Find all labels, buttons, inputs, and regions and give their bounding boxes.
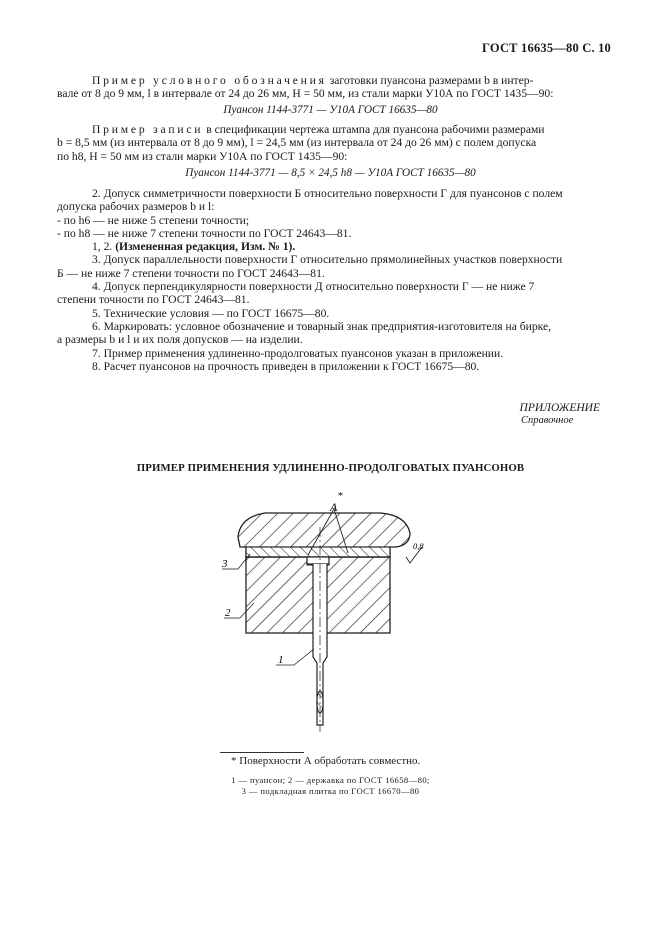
callout-1: 1 bbox=[278, 654, 284, 666]
item-2-sub: - по h8 — не ниже 7 степени точности по ГОСТ 24643—81. bbox=[57, 226, 352, 240]
item-6-text: а размеры b и l и их поля допусков — на изделии. bbox=[57, 333, 303, 347]
paragraph-designation-example bbox=[57, 74, 601, 101]
footnote: * Поверхности А обработать совместно. bbox=[231, 755, 421, 767]
legend-line-2: 3 — подкладная плитка по ГОСТ 16670—80 bbox=[241, 786, 420, 796]
item-3-text: Б — не ниже 7 степени точности по ГОСТ 24643—81. bbox=[57, 266, 325, 280]
item-6-text: 6. Маркировать: условное обозначение и товарный знак предприятия-изготовителя на бирке, bbox=[92, 319, 552, 333]
designation-example-1: Пуансон 1144-3771 — У10А ГОСТ 16635—80 bbox=[223, 104, 438, 116]
item-2-text: допуска рабочих размеров b и l: bbox=[57, 200, 215, 214]
item-4-text: 4. Допуск перпендикулярности поверхности Д относительно поверхности Г — не ниже 7 bbox=[92, 280, 535, 294]
paragraph-text: заготовки пуансона размерами b в интер- bbox=[326, 74, 534, 87]
item-3-text: 3. Допуск параллельности поверхности Г относительно прямолинейных участков поверхности bbox=[92, 253, 563, 267]
surface-a-label: А bbox=[330, 500, 338, 514]
numbered-items bbox=[57, 187, 601, 373]
item-8-text: 8. Расчет пуансонов на прочность приведен в приложении к ГОСТ 16675—80. bbox=[92, 359, 480, 373]
spaced-heading: Пример записи bbox=[92, 123, 204, 136]
amendment-bold: (Измененная редакция, Изм. № 1). bbox=[115, 240, 296, 254]
spaced-heading: Пример условного обозначения bbox=[92, 74, 327, 87]
amendment-prefix: 1, 2. bbox=[92, 240, 116, 254]
item-5-text: 5. Технические условия — по ГОСТ 16675—80. bbox=[92, 306, 330, 320]
appendix-subtitle: Справочное bbox=[521, 415, 574, 426]
figure-title: ПРИМЕР ПРИМЕНЕНИЯ УДЛИНЕННО-ПРОДОЛГОВАТЫХ ПУАНСОНОВ bbox=[136, 462, 525, 474]
callout-2: 2 bbox=[225, 607, 231, 619]
item-2-sub: - по h6 — не ниже 5 степени точности; bbox=[57, 213, 250, 227]
item-2-text: 2. Допуск симметричности поверхности Б относительно поверхности Г для пуансонов с полем bbox=[92, 187, 563, 200]
roughness-label: 0,8 bbox=[413, 541, 424, 551]
paragraph-text: вале от 8 до 9 мм, l в интервале от 24 до 26 мм, H = 50 мм, из стали марки У10А по ГОСТ 1435—90: bbox=[57, 87, 554, 101]
paragraph-specification-example bbox=[57, 123, 601, 163]
punch-assembly-drawing bbox=[210, 487, 442, 737]
appendix-title: ПРИЛОЖЕНИЕ bbox=[519, 402, 600, 414]
legend-line-1: 1 — пуансон; 2 — державка по ГОСТ 16658—80; bbox=[231, 775, 430, 785]
paragraph-text: по h8, H = 50 мм из стали марки У10А по ГОСТ 1435—90: bbox=[57, 149, 348, 163]
punch-head bbox=[307, 557, 329, 564]
page-header: ГОСТ 16635—80 С. 10 bbox=[482, 41, 611, 55]
footnote-star-label: * bbox=[338, 491, 343, 502]
footnote-divider bbox=[220, 752, 304, 753]
callout-3: 3 bbox=[222, 558, 228, 570]
paragraph-text: в спецификации чертежа штампа для пуансона рабочими размерами bbox=[203, 123, 545, 136]
amendment-note bbox=[57, 240, 601, 253]
item-4-text: степени точности по ГОСТ 24643—81. bbox=[57, 293, 250, 307]
designation-example-2: Пуансон 1144-3771 — 8,5 × 24,5 h8 — У10А ГОСТ 16635—80 bbox=[185, 167, 476, 179]
paragraph-text: b = 8,5 мм (из интервала от 8 до 9 мм), l = 24,5 мм (из интервала от 24 до 26 мм) с полем допуска bbox=[57, 136, 537, 150]
item-7-text: 7. Пример применения удлиненно-продолговатых пуансонов указан в приложении. bbox=[92, 346, 504, 360]
